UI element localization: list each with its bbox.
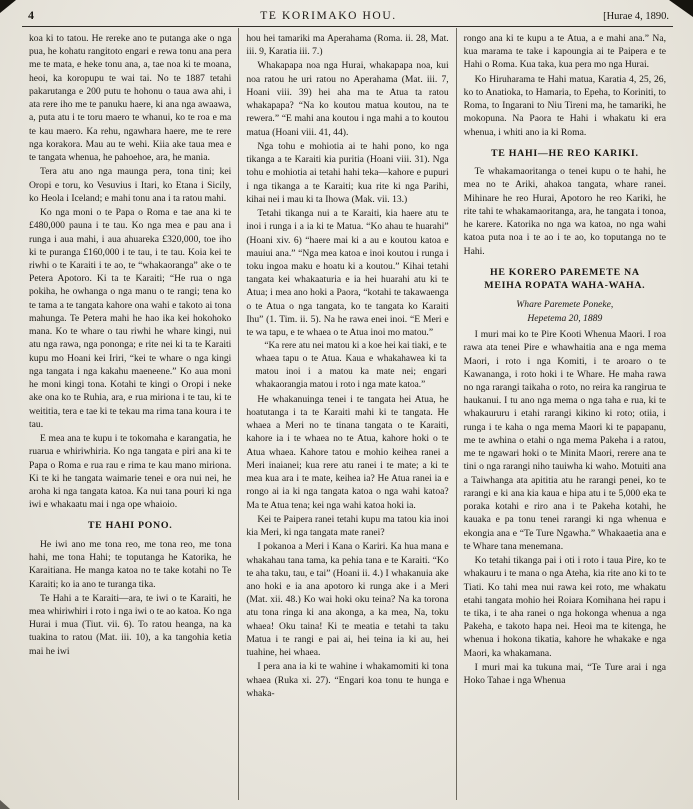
paragraph: Whakapapa noa nga Hurai, whakapapa noa, kui noa ratou he uri ratou no Aperahama (Mat. iii. 7, Hoani viii. 39) hei aha ma te Atua ta ratou whakapapa? “Na ko koutou matua koutou, na te rewera.” “E mahi ana koutou i nga mahi a to koutou matua (Hoani viii. 41, 44).: [246, 60, 449, 138]
scan-artifact-top-left: [0, 0, 16, 13]
column-2: [238, 28, 456, 800]
paragraph: I pera ana ia ki te wahine i whakamomiti ki tona whaea (Ruka xi. 27). “Engari koa tonu te hunga e whaka-: [246, 661, 449, 699]
paragraph: koa ki to tatou. He rereke ano te putanga ake o nga pua, he kohatu rangitoto engari e rewa tonu ana pera me te mata, e heke tonu ana, a, tae noa ki te moana, heoi, ka koropupu te wai tai. No te 1887 tetahi pakarutanga e 200 putu te hohonu o taua awa ahi, i ata rere iho me te panuku haere, ki ana nga awaawa, a, puta atu i te toru maero te whanui, ko te roa e ma te kau maero. Ka rehu, ngawhara haere, me te rere nga korakora. Mau au te wehi. Kiia ake taua mea e te tangata whenua, he pahoehoe, ara, he mania.: [29, 33, 232, 164]
issue-date: [Hurae 4, 1890.: [603, 11, 669, 22]
header-rule: [22, 26, 673, 27]
paragraph: Ko tetahi tikanga pai i oti i roto i taua Pire, ko te whakauru i te mana o nga Ateha, kia rite ano ki to te Tiati. Ko tahi mea nui rawa kei roto, me whakatu etahi tangata mohio hei Roiara Komihana hei rapu i te tika, i te aha ranei o nga hokonga whenua a nga Pakeha, e takoto hapa nei. Heoi ma te kitenga, he whenua i hokona tikatia, kahore he whakake e nga Maori, ka whakamana.: [463, 555, 666, 659]
column-3: [457, 28, 673, 800]
text-columns: [22, 28, 673, 800]
paragraph: I muri mai ko te Pire Kooti Whenua Maori. I roa rawa ata tenei Pire e whawhaitia ana e nga mema Maori, i roto i nga Komiti, i te aroaro o te Kawananga, i roto hoki i te Whare. He maha rawa no nga rarangi taikaha o roto, no reira ka rangirua te haukanui. I tu ano nga mema o nga taha e rua, ki te whakaururu i etahi rarangi kikino ki roto; otiia, i runga i te kaha o nga mema Maori ki te papapanu, me te awhina o etahi o nga mema Pakeha i a ratou, me te ngawari hoki o te Minita Maori, rerere ana te tini o nga rarangi niho tauiwha ki waho. Motuiti ana a Taiwhanga ata apititia atu he rarangi penei, ko te rarangi e ki ana kia kaua e hipa atu i te 5,000 eka te poraka kotahi e riro ana i te Pakeha kotahi, he kauaka e pa tonu tenei rarangi ki nga whenua e ekongia ana e “Te Ture Ngawha.” Whakaaetia ana e te Whare tana menemana.: [463, 329, 666, 552]
paragraph: Tetahi tikanga nui a te Karaiti, kia haere atu te inoi i runga i a ia ki te Matua. “Ko ahau te huarahi” (Hoani xiv. 6) “haere mai ki a au e koutou katoa e mauiui ana.” “Nga mea katoa e inoi koutou i runga i toku ingoa maku e hoatu ki a koutou.” Kihai tetahi tangata kei whakaaturia e ia hei huarahi atu ki te Atua; i mea ano hoki a Paora, “kotahi te takawaenga o te Atua o nga tangata, ko te tangata ko Karaiti Ihu” (1. Tim. ii. 5). Na he rawa enei inoi. “E Meri e te wa tapu, e te whaea o te Atua inoi mo matou.”: [246, 208, 449, 339]
paragraph: Ko Hiruharama te Hahi matua, Karatia 4, 25, 26, ko to Anatioka, to Hamaria, to Epeha, to Koriniti, to Roma, to Ingarani to Niu Tireni ma, he tamariki, he mokopuna. Na Paora te Hahi i whakatu ki era whenua, i whiti ano ia ki Roma.: [463, 73, 666, 138]
section-heading: TE HAHI—HE REO KARIKI.: [491, 147, 639, 159]
page-header: [22, 5, 673, 26]
paragraph: rongo ana ki te kupu a te Atua, a e mahi ana.” Na, kua marama te take i kapoungia ai te Paipera e te Hahi o Roma. Kua taka, kua pera mo nga Hurai.: [463, 33, 666, 71]
dateline: Hepetema 20, 1889: [527, 312, 603, 324]
quote-paragraph: “Ka rere atu nei matou ki a koe hei kai tiaki, e te whaea tapu o te Atua. Kaua e whakahawea ki ta matou inoi i a matou ka mate nei; engari whakaorangia matou i roto i nga mate katoa.”: [255, 341, 447, 390]
paragraph: Te whakamaoritanga o tenei kupu o te hahi, he mea no te Ariki, ahakoa tangata, whare ranei. Mihinare he reo Hurai, Apotoro he reo Kariki, he rite tahi te whakamaoritanga, ara, he tangata i tonoa, he karere. Katorika no nga wa katoa, no nga wahi katoa puta noa i te ao i te ao, ko toputanga no te Hahi.: [463, 166, 666, 257]
paragraph: Kei te Paipera ranei tetahi kupu ma tatou kia inoi kia Meri, ki nga tangata mate ranei?: [246, 513, 449, 539]
paragraph: Te Hahi a te Karaiti—ara, te iwi o te Karaiti, he mea whiriwhiri i roto i nga iwi o te ao katoa. Ko nga Hurai i mua (Tiut. vii. 6). To ratou heanga, na ka tuakina to ratou (Mat. iii. 10), a ka tangohia ketia mai he iwi: [29, 592, 232, 657]
paragraph: Nga tohu e mohiotia ai te hahi pono, ko nga tikanga a te Karaiti kia puritia (Hoani viii. 31). Nga tohu e mohiotia ai tetahi hahi teka—kahore e pupuri i nga tikanga a te Karaiti; kua rite ki nga Parihi, kihai nei i mau ki ta Ihowa (Mak. vii. 13.): [246, 140, 449, 205]
paragraph: I muri mai ka tukuna mai, “Te Ture arai i nga Hoko Tahae i nga Whenua: [463, 661, 666, 687]
column-1: [22, 28, 238, 800]
dateline: Whare Paremete Poneke,: [516, 298, 614, 310]
paragraph: He whakanuinga tenei i te tangata hei Atua, he hoatutanga i ta te Karaiti mahi ki te tangata. He whaea a Meri no te tinana tangata o te Karaiti, kahore ia i te whaea no te Atua, kahore hoki o te Atua whaea. Kahore tatou e mohio keihea ranei a Meri inaianei; kua rere atu ranei i te mate; a ki te mea kua ara i te mate, keihea ia? He Atua ranei ia e rongo ai ia ki nga tangata katoa o nga wahi katoa? Ma te Atua tena; kei nga wahi katoa hoki ia.: [246, 393, 449, 511]
paragraph: He iwi ano me tona reo, me tona reo, me tona hahi, me tona Hahi; te toputanga he Katorika, he Karaitiana. He manga katoa no te take kotahi no Te Karaiti; ko ia ano te turanga tika.: [29, 538, 232, 590]
paragraph: hou hei tamariki ma Aperahama (Roma. ii. 28, Mat. iii. 9, Karatia iii. 7.): [246, 33, 449, 58]
paragraph: Tera atu ano nga maunga pera, tona tini; kei Oropi e toru, ko Vesuvius i Itari, ko Etana i Sicily, ko Heola i Iceland; e mahi tonu ana i ta ratou mahi.: [29, 166, 232, 204]
scan-artifact-top-right: [669, 0, 693, 17]
paragraph: E mea ana te kupu i te tokomaha e karangatia, he ruarua e whiriwhiria. Ko nga tangata e piri ana ki te Papa o Roma e rua rau e rima te kau mano miriona. Ki te ki he tangata waimarie tenei e ora nui nei, he aroha ki nga tangata katoa. Ka nui tana pouri ki nga iwi e whakaatu mai i nga ope whaioio.: [29, 433, 232, 511]
page-number: 4: [28, 8, 34, 22]
section-heading: TE HAHI PONO.: [87, 520, 173, 532]
paragraph: I pokanoa a Meri i Kana o Kariri. Ka hua mana e whakahau tana tama, ka pehia tana e te Karaiti. “Ko te aha taku, tau, e tai” (Hoani ii. 4.) I whakanuia ake ano hoki e ia ana apotoro ki runga ake i a Meri (Mat. xii. 48.) Ko wai hoki oku teina? Na ka torona atu tona ringa ki ana akonga, a ka mea, Na, toku whaea! Oku taina! Ki te meatia e tetahi ta taku Matua i te rangi e pai ai, hei teina ia ki au, hei tuahine, hei whaea.: [246, 541, 449, 659]
scan-artifact-bottom-left: [0, 800, 10, 809]
paragraph: Ko nga moni o te Papa o Roma e tae ana ki te £480,000 pauna i te tau. Ko nga mea e pau ana i runga i aua mahi, i aua ahuareka £320,000, toe iho ki te puranga £160,000 i te tau, i te tau. Koia kei te riwhi o te Karaiti i te ao, te “whakaoranga” ake o te Petera Apotoro. Ki ta te Karaiti; “He rua o nga pokiha, he owhanga o nga manu o te rangi; tena ko te tama a te tangata kahore ona wahi e takoto ai tona mahunga. Te Petera mahi he hao ika kei hokohoko mana. Ko te whare o tau riwhi he whare kingi, nui atu nga rawa, nga pononga; e rite nei ki ta te Karaiti kupu mo Hoani kei Iriri, “kei te whare o nga kingi nga tangata i nga kakahu maeneene.” Ko aua moni he moni kingi tona. Kotahi te kingi o Oropi i neke ake ona ko te Ruhia, ara, e rua miriona i te tau, ki te weititia, tera e tae ki te tekau ma rima tana koura i te tau.: [29, 207, 232, 430]
section-heading: HE KORERO PAREMETE NA MEIHA ROPATA WAHA-WAHA.: [484, 266, 646, 292]
masthead-title: TE KORIMAKO HOU.: [260, 10, 397, 22]
